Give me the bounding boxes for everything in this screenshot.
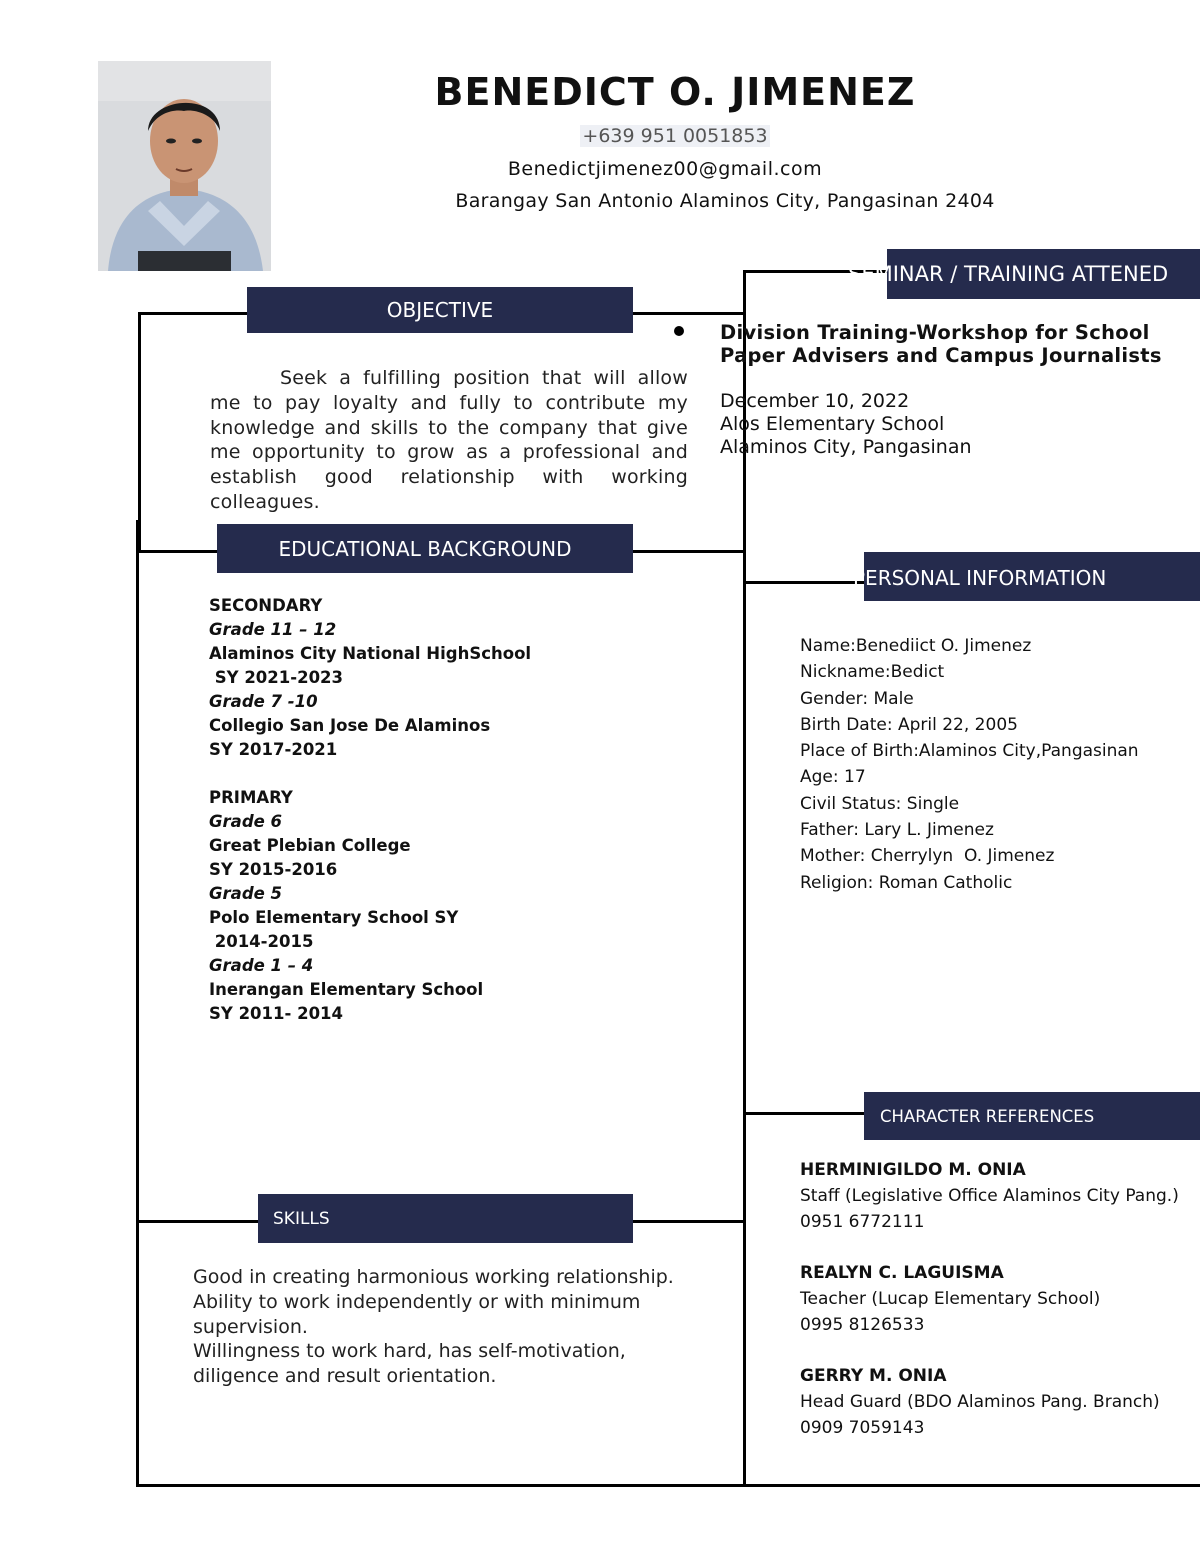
spacer [209,762,729,786]
personal-info-line: Gender: Male [800,688,914,709]
reference-name: GERRY M. ONIA [800,1366,947,1386]
personal-heading: PERSONAL INFORMATION [853,566,1107,590]
education-school: Inerangan Elementary School [209,980,484,999]
seminar-details [720,390,1180,459]
border-rule [138,312,248,315]
bullet-icon [674,326,684,336]
education-grade: Grade 7 -10 [209,692,318,711]
phone-number [300,125,1050,147]
border-rule [136,1220,260,1223]
email-address: Benedictjimenez00@gmail.com [507,158,823,180]
personal-info-line: Mother: Cherrylyn O. Jimenez [800,846,1055,867]
border-rule [632,1220,745,1223]
border-rule [138,550,218,553]
applicant-name: BENEDICT O. JIMENEZ [434,70,916,114]
primary-label: PRIMARY [209,788,293,807]
reference-phone: 0909 7059143 [800,1418,925,1438]
reference-role: Teacher (Lucap Elementary School) [800,1289,1101,1309]
personal-info-line: Age: 17 [800,767,866,788]
home-address: Barangay San Antonio Alaminos City, Pangasinan 2404 [455,190,995,212]
skills-heading: SKILLS [258,1194,633,1243]
reference-role: Staff (Legislative Office Alaminos City Pang.) [800,1186,1179,1206]
education-school: Great Plebian College [209,836,411,855]
personal-info-line: Father: Lary L. Jimenez [800,820,994,841]
phone-number-text: +639 951 0051853 [582,125,768,147]
skills-list [193,1265,693,1389]
skill-item: Willingness to work hard, has self-motivation, diligence and result orientation. [193,1340,626,1388]
education-school-year: SY 2015-2016 [209,860,338,879]
personal-info-line: Religion: Roman Catholic [800,872,1013,893]
reference-phone: 0995 8126533 [800,1315,925,1335]
personal-info-line: Name:Benediict O. Jimenez [800,636,1032,656]
objective-heading: OBJECTIVE [247,287,633,333]
education-school-year: 2014-2015 [209,932,314,951]
border-rule [743,1112,865,1115]
seminar-heading-clip [742,249,1200,299]
seminar-date: December 10, 2022 [720,390,910,412]
border-rule [632,550,745,553]
seminar-location: Alaminos City, Pangasinan [720,436,972,458]
reference-phone: 0951 6772111 [800,1212,925,1232]
reference-name: HERMINIGILDO M. ONIA [800,1160,1026,1180]
personal-heading-clip [745,552,1200,601]
education-school: Polo Elementary School SY [209,908,459,927]
objective-paragraph: Seek a fulfilling position that will allow me to pay loyalty and fully to contribute my knowledge and skills to the company that give me opportunity to grow as a professional and establish good relationship with working colleagues. [210,367,688,513]
seminar-venue: Alos Elementary School [720,413,945,435]
person-portrait-image [98,61,271,271]
profile-photo [98,61,271,271]
reference-role: Head Guard (BDO Alaminos Pang. Branch) [800,1392,1160,1412]
spacer [800,1338,1195,1363]
personal-info-list [800,633,1190,896]
border-rule [136,520,139,1486]
education-grade: Grade 5 [209,884,283,903]
education-school-year: SY 2011- 2014 [209,1004,344,1023]
education-grade: Grade 1 – 4 [209,956,314,975]
seminar-title: Division Training-Workshop for School Paper Advisers and Campus Journalists [720,321,1162,367]
seminar-heading: SEMINAR / TRAINING ATTENED [848,262,1169,286]
education-school: Collegio San Jose De Alaminos [209,716,491,735]
secondary-label: SECONDARY [209,596,323,615]
border-rule [138,312,141,552]
education-school-year: SY 2017-2021 [209,740,338,759]
personal-info-line: Place of Birth:Alaminos City,Pangasinan [800,741,1139,762]
personal-info-line: Birth Date: April 22, 2005 [800,714,1018,735]
border-rule [632,312,745,315]
references-heading: CHARACTER REFERENCES [864,1092,1200,1140]
education-school-year: SY 2021-2023 [209,668,344,687]
skill-item: Ability to work independently or with minimum supervision. [193,1290,641,1338]
skill-item: Good in creating harmonious working relationship. [193,1266,674,1288]
border-rule [136,1484,1200,1487]
education-heading: EDUCATIONAL BACKGROUND [217,524,633,573]
reference-name: REALYN C. LAGUISMA [800,1263,1004,1283]
education-grade: Grade 11 – 12 [209,620,337,639]
personal-info-line: Nickname:Bedict [800,662,945,683]
education-list [209,594,729,1026]
spacer [800,1235,1195,1260]
references-list [800,1157,1195,1441]
objective-text [210,366,688,515]
personal-info-line: Civil Status: Single [800,793,960,814]
education-school: Alaminos City National HighSchool [209,644,532,663]
education-grade: Grade 6 [209,812,283,831]
